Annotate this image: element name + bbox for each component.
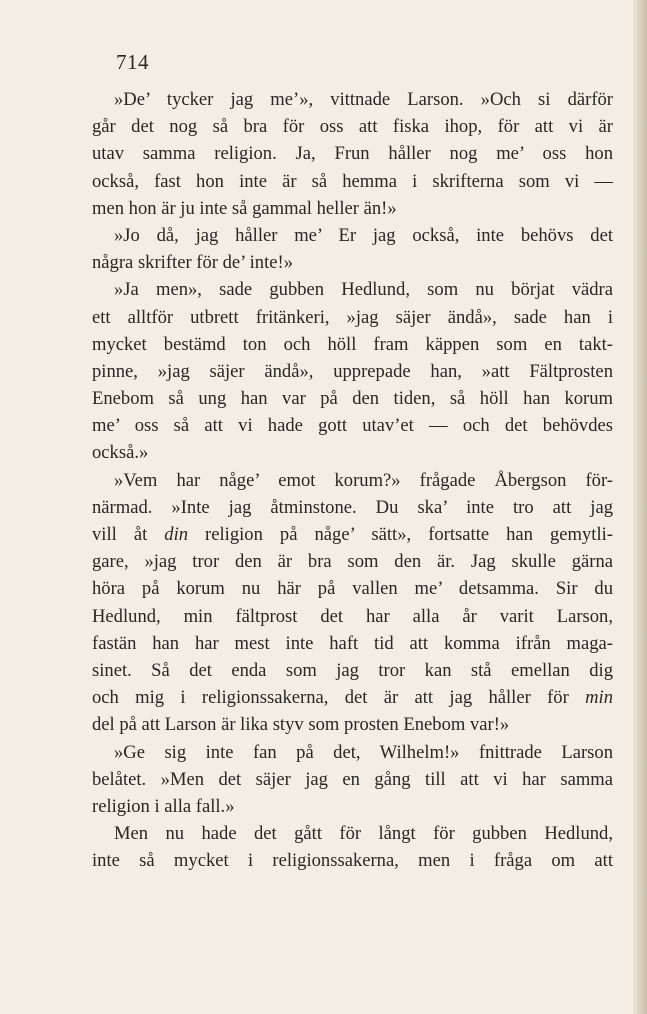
text-line: höra på korum nu här på vallen me’ detsamma. Sir du [92,578,613,600]
text-line: utav samma religion. Ja, Frun håller nog me’ oss hon [92,143,613,165]
text-line: sinet. Så det enda som jag tror kan stå emellan dig [92,659,613,681]
text-line: några skrifter för de’ inte!» [92,252,293,274]
body-text [92,86,613,874]
text-line: »Ja men», sade gubben Hedlund, som nu börjat vädra [114,279,613,301]
emphasized-word: min [585,687,613,709]
text-line: »Jo då, jag håller me’ Er jag också, inte behövs det [114,224,613,246]
text-line: »Ge sig inte fan på det, Wilhelm!» fnittrade Larson [114,741,613,763]
text-line: »Vem har någe’ emot korum?» frågade Åbergson för- [114,469,613,491]
text-line: mycket bestämd ton och höll fram käppen som en takt- [92,333,613,355]
text-segment: vill åt [92,524,165,545]
text-line: inte så mycket i religionssakerna, men i fråga om att [92,850,613,872]
text-line: också.» [92,442,149,464]
text-line [92,521,613,548]
text-line: del på att Larson är lika styv som prosten Enebom var!» [92,714,510,736]
text-line: belåtet. »Men det säjer jag en gång till att vi har samma [92,768,613,790]
text-line: Enebom så ung han var på den tiden, så höll han korum [92,388,613,410]
text-segment: religion på någe’ sätt», fortsatte han gemytli- [188,524,613,545]
text-line: Men nu hade det gått för långt för gubben Hedlund, [114,823,613,845]
text-line: men hon är ju inte så gammal heller än!» [92,197,397,219]
text-segment: och mig i religionssakerna, det är att jag håller för [92,687,586,709]
text-line: religion i alla fall.» [92,795,235,817]
text-line: »De’ tycker jag me’», vittnade Larson. »Och si därför [114,89,613,110]
page-number: 714 [116,50,149,74]
text-line: Hedlund, min fältprost det har alla år varit Larson, [92,605,613,627]
text-line: går det nog så bra för oss att fiska ihop, för att vi är [92,116,613,138]
text-line: gare, »jag tror den är bra som den är. Jag skulle gärna [92,551,613,573]
text-line: närmad. »Inte jag åtminstone. Du ska’ inte tro att jag [92,496,613,518]
emphasized-word: din [164,524,189,545]
text-line: me’ oss så att vi hade gott utav’et — och det behövdes [92,415,613,437]
text-line: också, fast hon inte är så hemma i skrifterna som vi — [92,170,613,192]
text-line: pinne, »jag säjer ändå», upprepade han, »att Fältprosten [92,360,613,382]
page-edge [633,0,647,1014]
text-line: ett alltför utbrett fritänkeri, »jag säjer ändå», sade han i [92,306,613,328]
text-line [92,684,613,711]
text-line: fastän han har mest inte haft tid att komma ifrån maga- [92,632,613,654]
